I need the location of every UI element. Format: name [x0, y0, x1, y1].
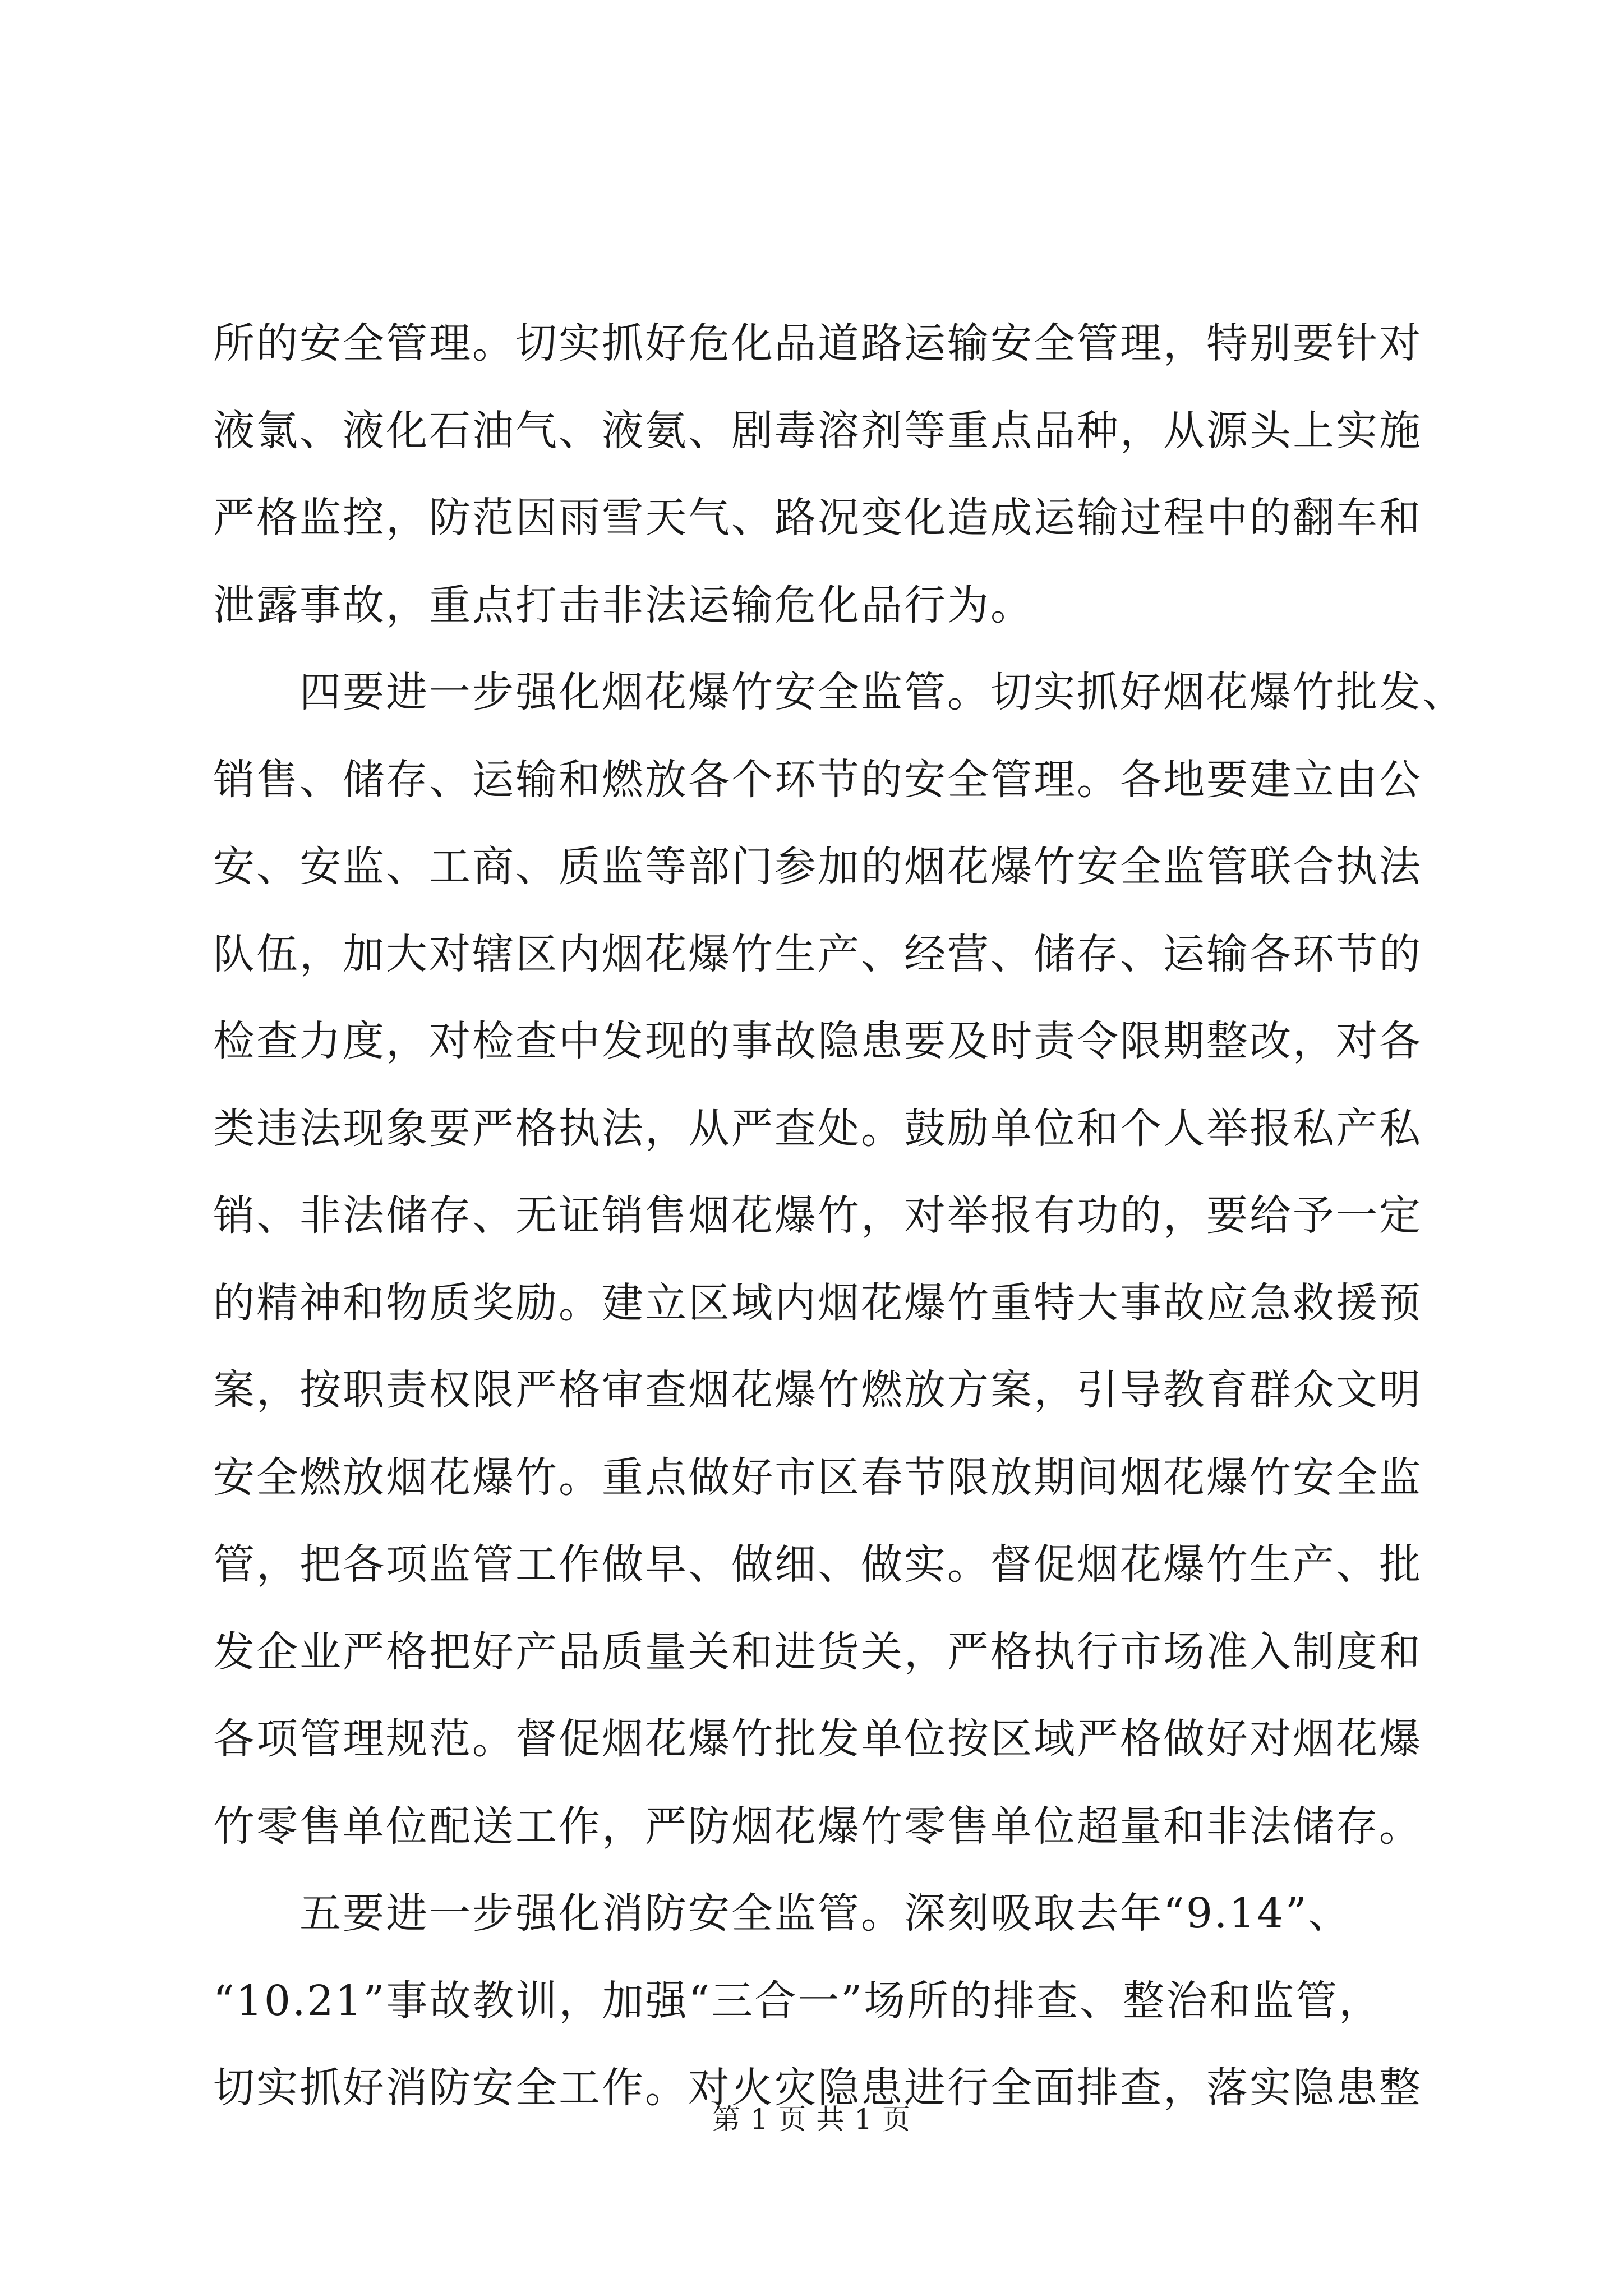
text-line: 四要进一步强化烟花爆竹安全监管。切实抓好烟花爆竹批发、 — [213, 668, 1465, 716]
text-line: 检查力度，对检查中发现的事故隐患要及时责令限期整改，对各 — [213, 1017, 1422, 1065]
text-line: 销售、储存、运输和燃放各个环节的安全管理。各地要建立由公 — [213, 755, 1422, 804]
text-line: 安、安监、工商、质监等部门参加的烟花爆竹安全监管联合执法 — [213, 843, 1422, 891]
text-line: 严格监控，防范因雨雪天气、路况变化造成运输过程中的翻车和 — [213, 494, 1422, 542]
text-line: 案，按职责权限严格审查烟花爆竹燃放方案，引导教育群众文明 — [213, 1366, 1422, 1414]
text-line: 切实抓好消防安全工作。对火灾隐患进行全面排查，落实隐患整 — [213, 2064, 1422, 2112]
text-line: 类违法现象要严格执法，从严查处。鼓励单位和个人举报私产私 — [213, 1104, 1422, 1153]
page-footer: 第 1 页 共 1 页 — [712, 2103, 911, 2136]
text-line: 各项管理规范。督促烟花爆竹批发单位按区域严格做好对烟花爆 — [213, 1715, 1422, 1763]
text-line: 的精神和物质奖励。建立区域内烟花爆竹重特大事故应急救援预 — [213, 1278, 1422, 1327]
text-line: 五要进一步强化消防安全监管。深刻吸取去年“9.14”、 — [213, 1889, 1352, 1938]
text-line: 发企业严格把好产品质量关和进货关，严格执行市场准入制度和 — [213, 1627, 1422, 1676]
text-line: 管，把各项监管工作做早、做细、做实。督促烟花爆竹生产、批 — [213, 1540, 1422, 1589]
text-line: 所的安全管理。切实抓好危化品道路运输安全管理，特别要针对 — [213, 319, 1422, 367]
text-line: 液氯、液化石油气、液氨、剧毒溶剂等重点品种，从源头上实施 — [213, 406, 1422, 455]
document-body — [213, 300, 1465, 2132]
text-line: 泄露事故，重点打击非法运输危化品行为。 — [213, 581, 1034, 629]
text-line: 队伍，加大对辖区内烟花爆竹生产、经营、储存、运输各环节的 — [213, 930, 1422, 978]
text-line: 竹零售单位配送工作，严防烟花爆竹零售单位超量和非法储存。 — [213, 1802, 1422, 1851]
text-line: “10.21”事故教训，加强“三合一”场所的排查、整治和监管， — [213, 1976, 1382, 2025]
text-line: 安全燃放烟花爆竹。重点做好市区春节限放期间烟花爆竹安全监 — [213, 1453, 1422, 1502]
text-line: 销、非法储存、无证销售烟花爆竹，对举报有功的，要给予一定 — [213, 1191, 1422, 1240]
